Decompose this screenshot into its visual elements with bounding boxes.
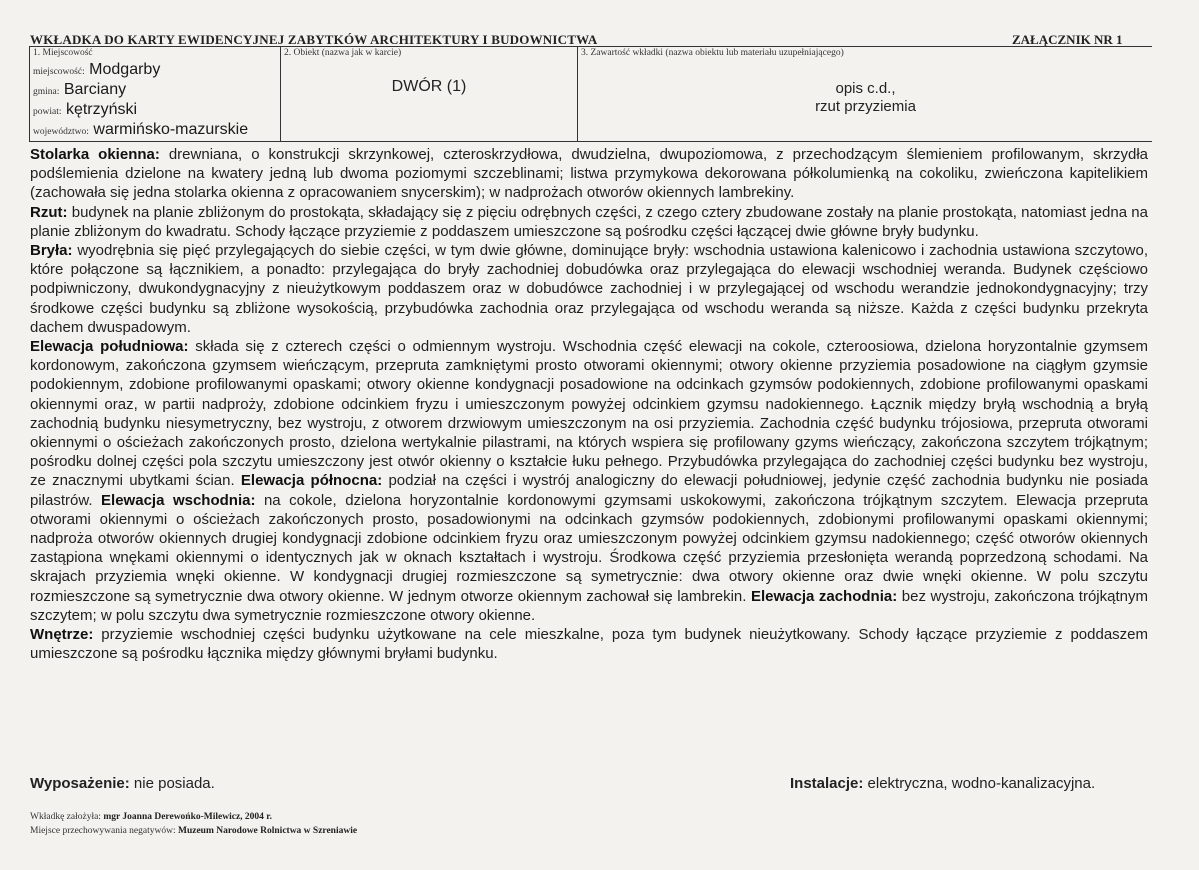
county-value: kętrzyński [65, 101, 138, 118]
heading-west-elevation: Elewacja zachodnia: [750, 587, 898, 605]
contents-field [577, 47, 1153, 141]
heading-interior: Wnętrze: [30, 626, 94, 644]
location-row-commune [33, 81, 126, 99]
text-installations: elektryczna, wodno-kanalizacyjna. [863, 775, 1096, 792]
town-label: miejscowość: [33, 67, 85, 77]
author-value: mgr Joanna Derewońko-Milewicz, 2004 r. [103, 812, 273, 822]
installations-line [790, 775, 1095, 792]
text-east-elevation: na cokole, dzielona horyzontalnie kordonowymi gzymsami uskokowymi, zakończona trójkątnym szczytem. Elewacja przepruta otworami okiennymi o ościeżach zakończonych prosto, posadowionymi na odcinkach gzymsów podokiennych, zdobionymi profilowanymi opaskami okiennymi; nadproża otworów okiennych drugiej kondygnacji zdobione odcinkiem fryzu oraz umieszczonym powyżej odcinkiem gzymsu nadokiennego; część otworów okiennych zastąpiona wnękami okiennymi o identycznych jak w oknach kształtach i wystroju. Środkowa część przyziemia przesłonięta werandą poprzedzoną schodami. Na skrajach przyziemia wnęki okienne. W kondygnacji drugiej rozmieszczone są symetrycznie: dwa otwory okienne oraz dwie wnęki okienne. W polu szczytu rozmieszczone są symetrycznie dwa otwory okienne. W jednym otworze okiennym zachował się lambrekin. [30, 491, 1148, 605]
description-body [30, 145, 1148, 663]
contents-caption: 3. Zawartość wkładki (nazwa obiektu lub materiału uzupełniającego) [581, 48, 844, 58]
heading-north-elevation: Elewacja północna: [240, 472, 383, 490]
paragraph-interior [30, 625, 1148, 663]
location-row-town [33, 61, 160, 79]
heading-east-elevation: Elewacja wschodnia: [101, 491, 256, 509]
text-west-elevation: bez wystroju, zakończona trójkątnym szczytem; w polu szczytu dwa symetrycznie rozmieszczone otwory okienne. [30, 587, 1148, 624]
text-interior: przyziemie wschodniej części budynku użytkowane na cele mieszkalne, poza tym budynek nieużytkowany. Schody łączące przyziemie z poddaszem umieszczone są pośrodku łącznika między głównymi bryłami budynku. [30, 626, 1148, 663]
voivodeship-value: warmińsko-mazurskie [93, 121, 249, 138]
author-line [30, 812, 272, 822]
text-plan: budynek na planie zbliżonym do prostokąta, składający się z pięciu odrębnych części, z czego cztery zbudowane zostały na planie prostokąta, natomiast jedna na planie zbliżonym do kwadratu. Schody łączące przyziemie z poddaszem umieszczone są pośrodku części łączącej dwie główne bryły budynku. [30, 203, 1148, 240]
heading-plan: Rzut: [30, 203, 68, 221]
paragraph-massing [30, 241, 1148, 337]
heading-massing: Bryła: [30, 242, 73, 260]
storage-value: Muzeum Narodowe Rolnictwa w Szreniawie [178, 826, 358, 836]
text-window-joinery: drewniana, o konstrukcji skrzynkowej, czteroskrzydłowa, dwudzielna, dwupoziomowa, z przechodzącym ślemieniem profilowanym, skrzydła podślemienia dzielone na kwatery jedną lub dwoma poziomymi szczeblinami; listwa przymykowa dekorowana półkolumienką na cokoliku, zwieńczona kapitelikiem (zachowała się jedna stolarka okienna z opracowaniem snycerskim); w nadprożach otworów okiennych lambrekiny. [30, 146, 1148, 202]
text-south-elevation: składa się z czterech części o odmiennym wystroju. Wschodnia część elewacji na cokole, czteroosiowa, dzielona horyzontalnie gzymsem kordonowym, zakończona gzymsem wieńczącym, przepruta zamkniętymi prosto otworami okiennymi; otwory okienne przyziemia posadowione na ciągłym gzymsie podokiennym, zdobione profilowanymi opaskami; otwory okienne kondygnacji posadowione na odcinkach gzymsów podokiennych, zdobione profilowanymi opaskami okiennymi oraz, w partii nadproży, zdobione odcinkiem fryzu i umieszczonym powyżej odcinkiem gzymsu nadokiennego. Łącznik między bryłą wschodnią a bryłą zachodnią budynku niesymetryczny, bez wystroju, z otworem drzwiowym umieszczonym na osi przyziemia. Zachodnia część budynku trójosiowa, przepruta otworami okiennymi o ościeżach zakończonych prosto, dzielona wertykalnie pilastrami, na których wspiera się profilowany gzyms wieńczący, zakończona szczytem trójkątnym; pośrodku dolnej części pola szczytu umieszczony jest otwór okienny o kształcie łuku pełnego. Przybudówka przylegająca do zachodniej części budynku bez wystroju, ze znacznymi ubytkami ścian. [30, 338, 1149, 490]
contents-line-2: rzut przyziemia [815, 98, 916, 115]
commune-label: gmina: [33, 87, 60, 97]
storage-line [30, 826, 357, 836]
paragraph-elevations [30, 337, 1148, 625]
commune-value: Barciany [63, 81, 127, 98]
annex-number: ZAŁĄCZNIK NR 1 [1012, 32, 1123, 47]
contents-value [578, 80, 1153, 116]
text-equipment: nie posiada. [129, 775, 215, 792]
equipment-line [30, 775, 215, 792]
location-row-county [33, 101, 137, 119]
object-caption: 2. Obiekt (nazwa jak w karcie) [284, 48, 402, 58]
county-label: powiat: [33, 107, 62, 117]
object-field [280, 47, 577, 141]
heading-installations: Instalacje: [790, 775, 864, 792]
text-massing: wyodrębnia się pięć przylegających do siebie części, w tym dwie główne, dominujące bryły: wschodnia ustawiona kalenicowo i zachodnia ustawiona szczytowo, które połączone są łącznikiem, a ponadto: przylegająca do bryły zachodniej dobudówka oraz przylegająca do elewacji wschodniej weranda. Budynek częściowo podpiwniczony, dwukondygnacyjny z nieużytkowym poddaszem oraz w dobudówce zachodniej i w przylegającej od wschodu werandzie jednokondygnacyjny; trzy środkowe części budynku są zbliżone wysokością, przybudówka zachodnia oraz przylegająca od wschodu weranda są niższe. Każda z części budynku przekryta dachem dwuspadowym. [30, 242, 1148, 336]
paragraph-window-joinery [30, 145, 1148, 203]
town-value: Modgarby [89, 61, 161, 78]
contents-line-1: opis c.d., [835, 80, 896, 97]
identification-grid [29, 46, 1152, 142]
document-title: WKŁADKA DO KARTY EWIDENCYJNEJ ZABYTKÓW ARCHITEKTURY I BUDOWNICTWA [30, 32, 598, 47]
heading-window-joinery: Stolarka okienna: [30, 146, 160, 163]
author-label: Wkładkę założyła: [30, 812, 104, 822]
location-field [29, 47, 280, 141]
object-value: DWÓR (1) [391, 78, 467, 95]
heading-equipment: Wyposażenie: [30, 775, 130, 792]
voivodeship-label: województwo: [33, 127, 89, 137]
location-row-voivodeship [33, 121, 248, 139]
heading-south-elevation: Elewacja południowa: [30, 338, 189, 356]
storage-label: Miejsce przechowywania negatywów: [30, 826, 178, 836]
text-north-elevation: podział na części i wystrój analogiczny do elewacji południowej, jedynie część zachodnia budynku nie posiada pilastrów. [30, 472, 1148, 509]
location-caption: 1. Miejscowość [33, 48, 93, 58]
paragraph-plan [30, 203, 1148, 241]
